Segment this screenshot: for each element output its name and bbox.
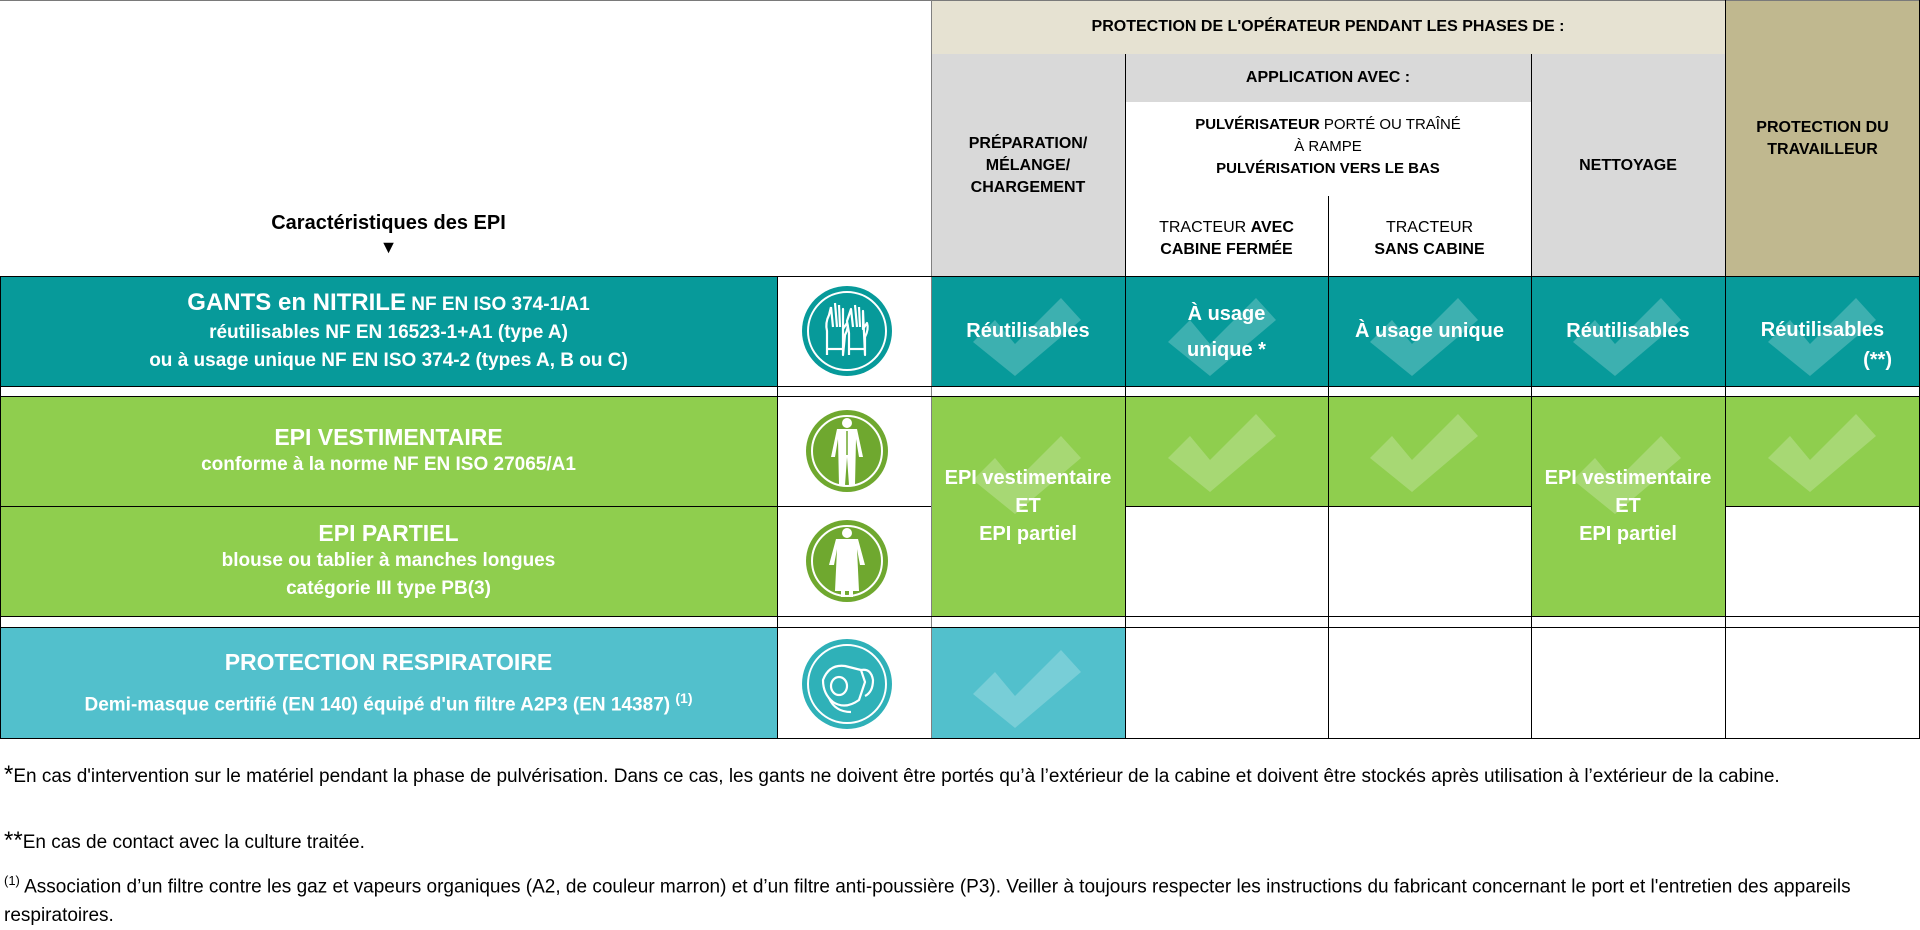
prep-line2: MÉLANGE/ <box>985 156 1071 174</box>
gants-travailleur-cell <box>1725 277 1920 386</box>
check-icon <box>973 650 1081 728</box>
gants-title: GANTS en NITRILE <box>187 288 406 316</box>
grid-line <box>0 0 1920 1</box>
nettoyage-combined-line3: EPI partiel <box>1579 523 1677 545</box>
prep-line1: PRÉPARATION/ <box>968 134 1088 152</box>
footnote-2-text: En cas de contact avec la culture traitée. <box>22 832 365 853</box>
partiel-title: EPI PARTIEL <box>318 520 459 546</box>
gants-nettoyage-cell <box>1531 277 1725 386</box>
gants-line3: ou à usage unique NF EN ISO 374-2 (types A, B ou C) <box>149 349 628 371</box>
vestimentaire-title: EPI VESTIMENTAIRE <box>274 424 503 450</box>
partiel-line3: catégorie III type PB(3) <box>286 578 491 599</box>
arrow-down-icon: ▼ <box>379 237 398 257</box>
coverall-icon <box>801 405 893 497</box>
column-title-text: Caractéristiques des EPI <box>271 212 506 234</box>
tracteur-avec-1a: TRACTEUR <box>1159 218 1251 236</box>
footnote-1-mark: * <box>4 761 14 788</box>
grid-line <box>777 277 778 739</box>
grid-line <box>0 276 1920 277</box>
gants-prep-text: Réutilisables <box>966 320 1090 342</box>
grid-line <box>0 627 1920 628</box>
partiel-line2: blouse ou tablier à manches longues <box>221 550 556 571</box>
gants-prep-cell <box>931 277 1125 386</box>
grid-line <box>0 738 1920 739</box>
prep-combined-line1: EPI vestimentaire <box>944 467 1112 489</box>
nettoyage-text: NETTOYAGE <box>1579 156 1677 174</box>
gants-avec-line1: À usage <box>1187 302 1266 325</box>
footnote-3 <box>4 866 1914 930</box>
nettoyage-combined-cell <box>1531 396 1725 616</box>
gants-avec-star: * <box>1258 338 1266 361</box>
prep-line3: CHARGEMENT <box>970 178 1086 196</box>
grid-line <box>1328 196 1329 739</box>
protection-travailleur-line1: PROTECTION DU <box>1756 118 1889 136</box>
check-icon <box>1370 414 1478 492</box>
tracteur-avec-1b: AVEC <box>1250 218 1294 236</box>
grid-line <box>1725 506 1920 507</box>
grid-line <box>1125 506 1531 507</box>
gants-travailleur-text: Réutilisables <box>1760 319 1885 341</box>
prep-combined-line3: EPI partiel <box>979 523 1077 545</box>
grid-line <box>0 277 1 739</box>
pulv-bold2: PULVÉRISATION VERS LE BAS <box>1216 160 1440 177</box>
footnote-3-mark: (1) <box>4 873 20 888</box>
protection-phases-text: PROTECTION DE L'OPÉRATEUR PENDANT LES PHASES DE : <box>1091 18 1565 35</box>
grid-line <box>1725 0 1726 739</box>
prep-combined-line2: ET <box>1015 495 1041 517</box>
gants-norm: NF EN ISO 374-1/A1 <box>405 293 590 315</box>
footnote-3-text: Association d’un filtre contre les gaz et vapeurs organiques (A2, de couleur marron) et d’un filtre anti-poussière (P3). Veiller à toujours respecter les instructions du fabricant concernant le port et l'entretien des appareils respiratoires. <box>4 876 1851 927</box>
pulv-normal1: PORTÉ OU TRAÎNÉ <box>1319 116 1461 133</box>
check-icon <box>1768 414 1876 492</box>
footnote-1 <box>4 760 1914 791</box>
grid-line <box>931 0 932 739</box>
nettoyage-combined-line1: EPI vestimentaire <box>1544 467 1712 489</box>
prep-combined-cell <box>931 396 1125 616</box>
pulv-bold1: PULVÉRISATEUR <box>1195 116 1320 133</box>
pulv-normal2: À RAMPE <box>1294 138 1362 155</box>
respiratoire-sup: (1) <box>675 689 693 706</box>
gants-travailleur-note: (**) <box>1863 349 1892 371</box>
respiratoire-title: PROTECTION RESPIRATOIRE <box>224 648 553 675</box>
gants-avec-cell <box>1125 277 1328 386</box>
footnote-2 <box>4 826 1914 857</box>
tracteur-sans-1: TRACTEUR <box>1385 218 1474 236</box>
respiratoire-subtitle: Demi-masque certifié (EN 140) équipé d'un filtre A2P3 (EN 14387) <box>84 694 671 716</box>
gloves-icon <box>799 283 895 379</box>
tracteur-avec-2: CABINE FERMÉE <box>1160 240 1293 258</box>
gants-avec-line2: unique <box>1187 338 1253 361</box>
footnote-1-text: En cas d'intervention sur le matériel pendant la phase de pulvérisation. Dans ce cas, les gants ne doivent être portés qu’à l’extérieur de la cabine et doivent être stockés après utilisation à l’extérieur de la cabine. <box>13 766 1780 787</box>
grid-line <box>0 386 1920 387</box>
gants-line2: réutilisables NF EN 16523-1+A1 (type A) <box>209 321 568 343</box>
grid-line <box>0 396 1920 397</box>
gants-sans-cell <box>1328 277 1531 386</box>
application-text: APPLICATION AVEC : <box>1245 69 1411 86</box>
protection-travailleur-line2: TRAVAILLEUR <box>1767 140 1878 158</box>
tracteur-sans-2: SANS CABINE <box>1374 240 1485 258</box>
apron-icon <box>801 515 893 607</box>
footnote-2-mark: ** <box>4 827 23 854</box>
grid-line <box>0 616 1920 617</box>
check-icon <box>1168 414 1276 492</box>
gants-sans-text: À usage unique <box>1355 320 1504 342</box>
gants-nettoyage-text: Réutilisables <box>1566 320 1690 342</box>
vestimentaire-subtitle: conforme à la norme NF EN ISO 27065/A1 <box>201 454 576 475</box>
nettoyage-combined-line2: ET <box>1615 495 1641 517</box>
half-mask-icon <box>799 636 895 732</box>
grid-line <box>0 506 931 507</box>
